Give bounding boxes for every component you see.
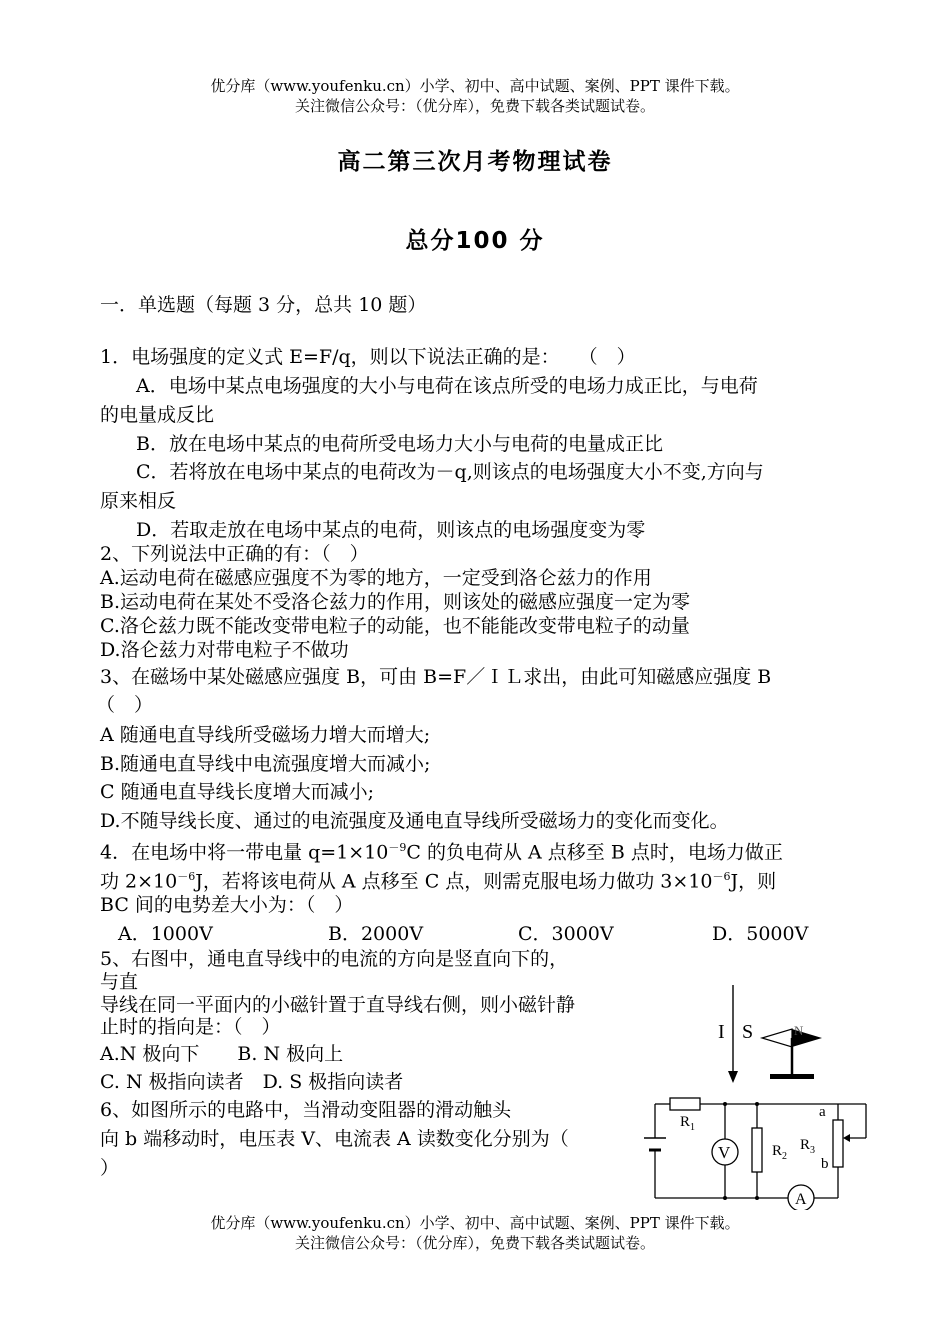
q6-line-3: ） <box>100 1157 120 1179</box>
terminal-a-label: a <box>819 1104 826 1120</box>
q4-option-a: A．1000V <box>118 923 213 945</box>
footer-line-1: 优分库（www.youfenku.cn）小学、初中、高中试题、案例、PPT 课件下载。 <box>210 1214 740 1232</box>
q2-option-c: C.洛仑兹力既不能改变带电粒子的动能，也不能能改变带电粒子的动量 <box>100 615 690 637</box>
q4-line-2: 功 $2\times 10^{-6}J$，若将该电荷从 A 点移至 C 点，则需克服电场力做功 $3\times 10^{-6}J$，则 <box>100 870 777 893</box>
q2-option-a: A.运动电荷在磁感应强度不为零的地方，一定受到洛仑兹力的作用 <box>100 567 652 589</box>
q5-line-2: 与直 <box>100 971 139 993</box>
q2-option-d: D.洛仑兹力对带电粒子不做功 <box>100 639 349 661</box>
needle-s-half-icon <box>762 1029 792 1047</box>
q4-line-1: 4．在电场中将一带电量 $q=1\times 10^{-9}C$ 的负电荷从 A 点移至 B 点时，电场力做正 <box>100 841 783 864</box>
q3-paren: （ ） <box>96 694 154 716</box>
voltmeter-label: V <box>718 1143 731 1162</box>
q1-option-c-cont: 原来相反 <box>100 490 177 512</box>
q4-option-c: C．3000V <box>518 923 614 945</box>
compass-n-label: N <box>794 1023 804 1038</box>
q4-option-d: D．5000V <box>712 923 809 945</box>
q3-option-a: A 随通电直导线所受磁场力增大而增大; <box>100 724 431 746</box>
current-label: I <box>718 1021 725 1043</box>
r1-label: $R_1$ <box>680 1114 696 1133</box>
page-subtitle: 总分100 分 <box>405 228 545 254</box>
q3-option-c: C 随通电直导线长度增大而减小; <box>100 781 374 803</box>
q6-line-2: 向 b 端移动时，电压表 V、电流表 A 读数变化分别为（ <box>100 1128 569 1150</box>
q1-option-c: C．若将放在电场中某点的电荷改为－q,则该点的电场强度大小不变,方向与 <box>136 461 764 483</box>
q6-line-1: 6、如图所示的电路中，当滑动变阻器的滑动触头 <box>100 1099 512 1121</box>
page-title: 高二第三次月考物理试卷 <box>337 149 613 175</box>
header-line-2: 关注微信公众号：（优分库），免费下载各类试题试卷。 <box>294 97 655 115</box>
current-arrow-icon <box>728 1071 738 1083</box>
q5-line-3: 导线在同一平面内的小磁针置于直导线右侧，则小磁针静 <box>100 994 576 1016</box>
r3-label: $R_3$ <box>800 1137 816 1156</box>
q4-option-b: B．2000V <box>328 923 424 945</box>
resistor-r2 <box>752 1128 762 1172</box>
footer-line-2: 关注微信公众号：（优分库），免费下载各类试题试卷。 <box>294 1234 655 1252</box>
q5-line-1: 5、右图中，通电直导线中的电流的方向是竖直向下的， <box>100 948 569 970</box>
compass-base <box>770 1074 814 1079</box>
wire-compass-figure <box>700 975 840 1090</box>
header-line-1: 优分库（www.youfenku.cn）小学、初中、高中试题、案例、PPT 课件下载。 <box>210 77 740 95</box>
q4-line-3: BC 间的电势差大小为：（ ） <box>100 894 354 916</box>
q3-option-b: B.随通电直导线中电流强度增大而减小; <box>100 753 431 775</box>
q1-option-d: D．若取走放在电场中某点的电荷，则该点的电场强度变为零 <box>136 519 646 541</box>
slider-arrow-icon <box>843 1134 850 1142</box>
terminal-b-label: b <box>821 1156 829 1172</box>
rheostat-r3 <box>833 1120 843 1167</box>
q1-option-a-cont: 的电量成反比 <box>100 404 215 426</box>
q5-line-4: 止时的指向是：（ ） <box>100 1016 281 1038</box>
q3-stem: 3、在磁场中某处磁感应强度 B，可由 B=F／ＩＬ求出，由此可知磁感应强度 B <box>100 666 772 688</box>
q5-options-cd: C. N 极指向读者 D. S 极指向读者 <box>100 1071 404 1093</box>
compass-s-label: S <box>742 1021 754 1043</box>
q1-option-b: B．放在电场中某点的电荷所受电场力大小与电荷的电量成正比 <box>136 433 663 455</box>
q2-option-b: B.运动电荷在某处不受洛仑兹力的作用，则该处的磁感应强度一定为零 <box>100 591 691 613</box>
r2-label: $R_2$ <box>772 1143 788 1162</box>
q1-option-a: A．电场中某点电场强度的大小与电荷在该点所受的电场力成正比，与电荷 <box>136 375 758 397</box>
resistor-r1 <box>670 1098 700 1110</box>
circuit-diagram <box>630 1092 880 1210</box>
q1-stem: 1．电场强度的定义式 E=F/q，则以下说法正确的是： （ ） <box>100 346 636 368</box>
q5-options-ab: A.N 极向下 B. N 极向上 <box>100 1043 344 1065</box>
q2-stem: 2、下列说法中正确的有：（ ） <box>100 543 369 565</box>
ammeter-label: A <box>795 1191 807 1208</box>
q3-option-d: D.不随导线长度、通过的电流强度及通电直导线所受磁场力的变化而变化。 <box>100 810 729 832</box>
section-heading: 一．单选题（每题 3 分，总共 10 题） <box>100 294 427 316</box>
